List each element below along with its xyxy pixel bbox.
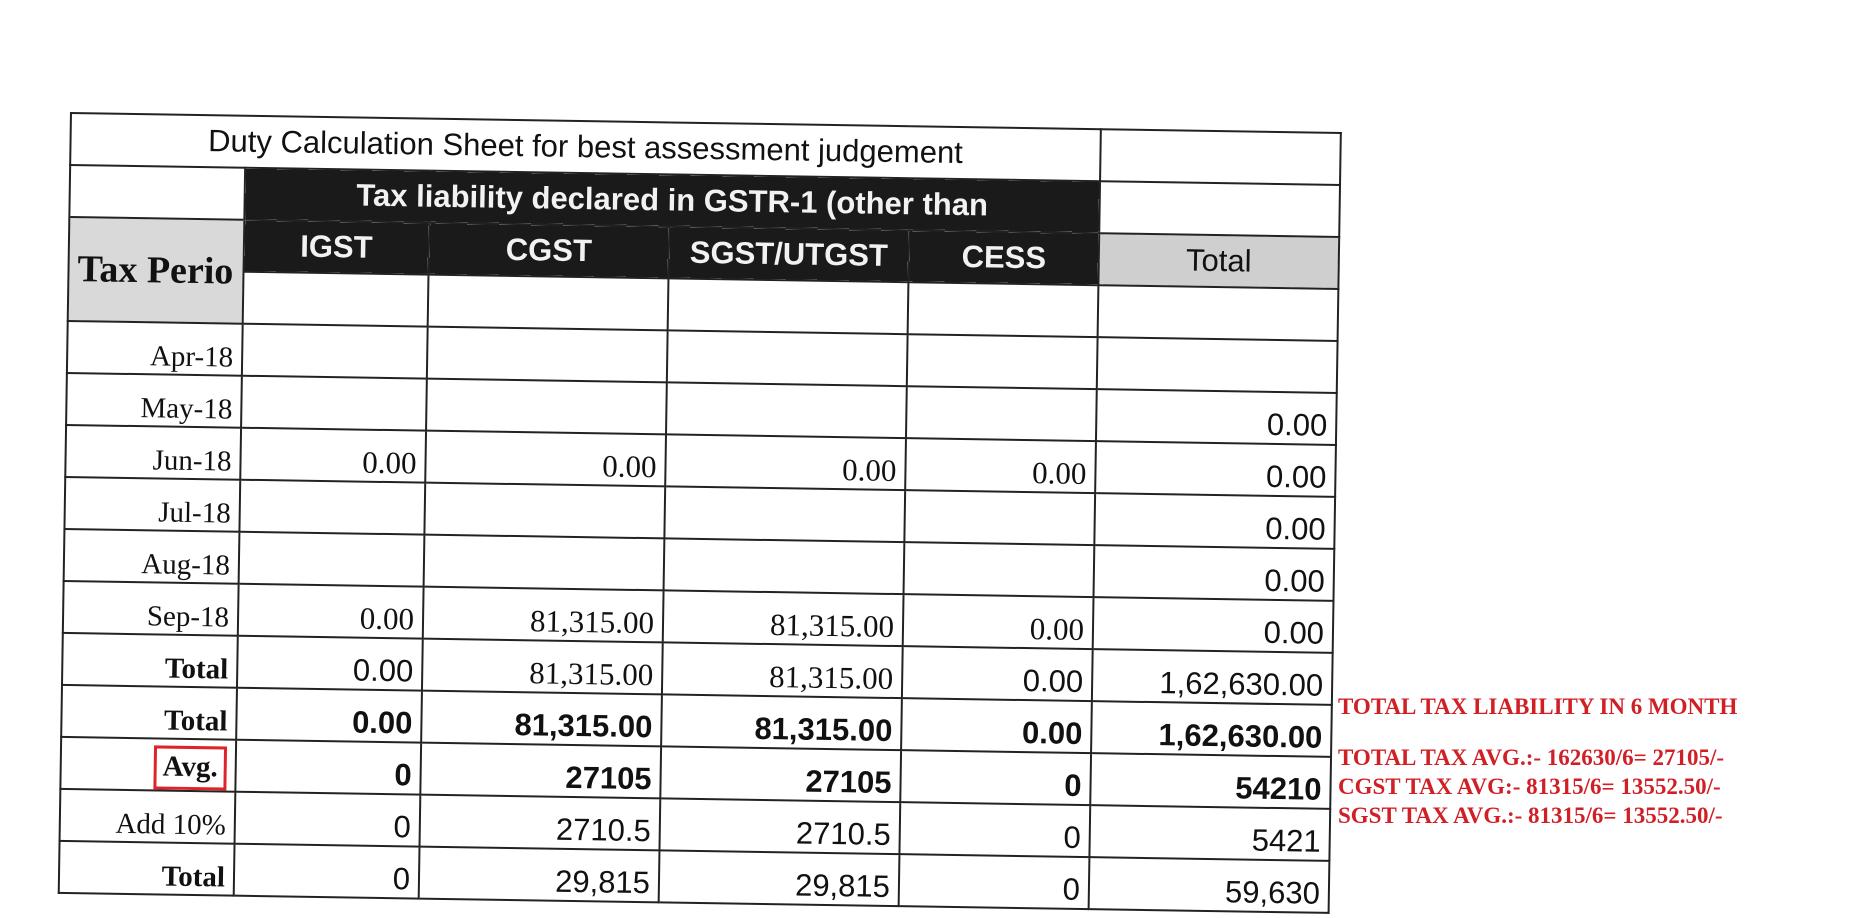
final-igst-cell: 0 [234, 844, 420, 899]
cess-cell [904, 542, 1095, 597]
gstr1-group-header: Tax liability declared in GSTR-1 (other than [244, 168, 1100, 233]
total-cell [1097, 337, 1338, 393]
total-bold-cess-cell: 0.00 [901, 698, 1092, 753]
total-sgst-cell: 81,315.00 [662, 642, 903, 698]
annotation-total-avg: TOTAL TAX AVG.:- 162630/6= 27105/- [1338, 745, 1725, 770]
annotation-sgst-avg: SGST TAX AVG.:- 81315/6= 13552.50/- [1338, 803, 1723, 828]
avg-sgst-cell: 27105 [660, 746, 901, 802]
sgst-cell [664, 538, 905, 594]
cgst-cell [426, 379, 667, 435]
period-cell: Apr-18 [67, 321, 243, 376]
final-cess-cell: 0 [899, 854, 1090, 909]
cess-cell [906, 386, 1097, 441]
igst-cell: 0.00 [240, 428, 426, 483]
total-cell: 0.00 [1094, 493, 1335, 549]
period-cell: Aug-18 [64, 529, 240, 584]
period-cell: Jun-18 [65, 425, 241, 480]
total-cell: 0.00 [1094, 545, 1335, 601]
sgst-cell [664, 486, 905, 542]
total-bold-row-label: Total [61, 685, 237, 740]
cess-cell [907, 334, 1098, 389]
add-10-igst-cell: 0 [235, 792, 421, 847]
igst-cell: 0.00 [238, 584, 424, 639]
total-cell: 0.00 [1095, 441, 1336, 497]
sgst-header: SGST/UTGST [668, 226, 909, 282]
final-total-cell: 59,630 [1089, 857, 1330, 913]
avg-igst-cell: 0 [235, 740, 421, 795]
sheet-title: Duty Calculation Sheet for best assessment judgement [70, 113, 1101, 181]
total-row-label: Total [62, 633, 238, 688]
annotation-cgst-avg: CGST TAX AVG:- 81315/6= 13552.50/- [1338, 774, 1721, 799]
red-annotations [1338, 692, 1737, 830]
avg-total-cell: 54210 [1090, 753, 1331, 809]
total-header: Total [1098, 233, 1339, 289]
period-cell: Jul-18 [64, 477, 240, 532]
igst-header: IGST [244, 220, 430, 275]
period-cell: May-18 [66, 373, 242, 428]
cess-header: CESS [908, 230, 1099, 285]
add-10-sgst-cell: 2710.5 [659, 798, 900, 854]
spacer-cell [908, 282, 1099, 337]
sgst-cell: 0.00 [665, 434, 906, 490]
add-10-label-cell: Add 10% [60, 789, 236, 844]
igst-cell [239, 480, 425, 535]
title-row-blank-cell [1100, 129, 1341, 185]
period-cell: Sep-18 [63, 581, 239, 636]
avg-cess-cell: 0 [900, 750, 1091, 805]
spacer-cell [1098, 285, 1339, 341]
duty-calculation-table [58, 112, 1342, 914]
sgst-cell [667, 330, 908, 386]
total-total-cell: 1,62,630.00 [1092, 649, 1333, 705]
final-sgst-cell: 29,815 [659, 850, 900, 906]
annotation-total-liability: TOTAL TAX LIABILITY IN 6 MONTH [1338, 694, 1738, 719]
sgst-cell [666, 382, 907, 438]
igst-cell [242, 324, 428, 379]
add-10-total-cell: 5421 [1089, 805, 1330, 861]
total-cess-cell: 0.00 [902, 646, 1093, 701]
total-bold-cgst-cell: 81,315.00 [421, 691, 662, 747]
final-total-label: Total [59, 841, 235, 896]
avg-highlight-box: Avg. [153, 745, 227, 790]
cgst-header: CGST [428, 223, 669, 279]
cgst-cell [424, 535, 665, 591]
cgst-cell: 0.00 [425, 431, 666, 487]
avg-label-cell [60, 737, 236, 792]
igst-cell [239, 532, 425, 587]
spacer-cell [668, 278, 909, 334]
total-cell: 0.00 [1096, 389, 1337, 445]
avg-cgst-cell: 27105 [420, 743, 661, 799]
igst-cell [241, 376, 427, 431]
annotation-gap [1338, 721, 1737, 743]
cess-cell [904, 490, 1095, 545]
sgst-cell: 81,315.00 [663, 590, 904, 646]
group-header-total-blank [1099, 181, 1340, 237]
duty-calculation-sheet [58, 112, 1340, 914]
cgst-cell [424, 483, 665, 539]
final-cgst-cell: 29,815 [419, 847, 660, 903]
cess-cell: 0.00 [905, 438, 1096, 493]
group-header-blank-cell [69, 165, 245, 220]
spacer-cell [243, 272, 429, 327]
total-cgst-cell: 81,315.00 [422, 639, 663, 695]
cess-cell: 0.00 [903, 594, 1094, 649]
total-igst-cell: 0.00 [237, 636, 423, 691]
total-bold-igst-cell: 0.00 [236, 688, 422, 743]
total-cell: 0.00 [1093, 597, 1334, 653]
add-10-cgst-cell: 2710.5 [420, 795, 661, 851]
spacer-cell [428, 275, 669, 331]
tax-period-header: Tax Perio [68, 217, 245, 324]
total-bold-total-cell: 1,62,630.00 [1091, 701, 1332, 757]
total-bold-sgst-cell: 81,315.00 [661, 694, 902, 750]
add-10-cess-cell: 0 [899, 802, 1090, 857]
cgst-cell: 81,315.00 [423, 587, 664, 643]
cgst-cell [427, 327, 668, 383]
